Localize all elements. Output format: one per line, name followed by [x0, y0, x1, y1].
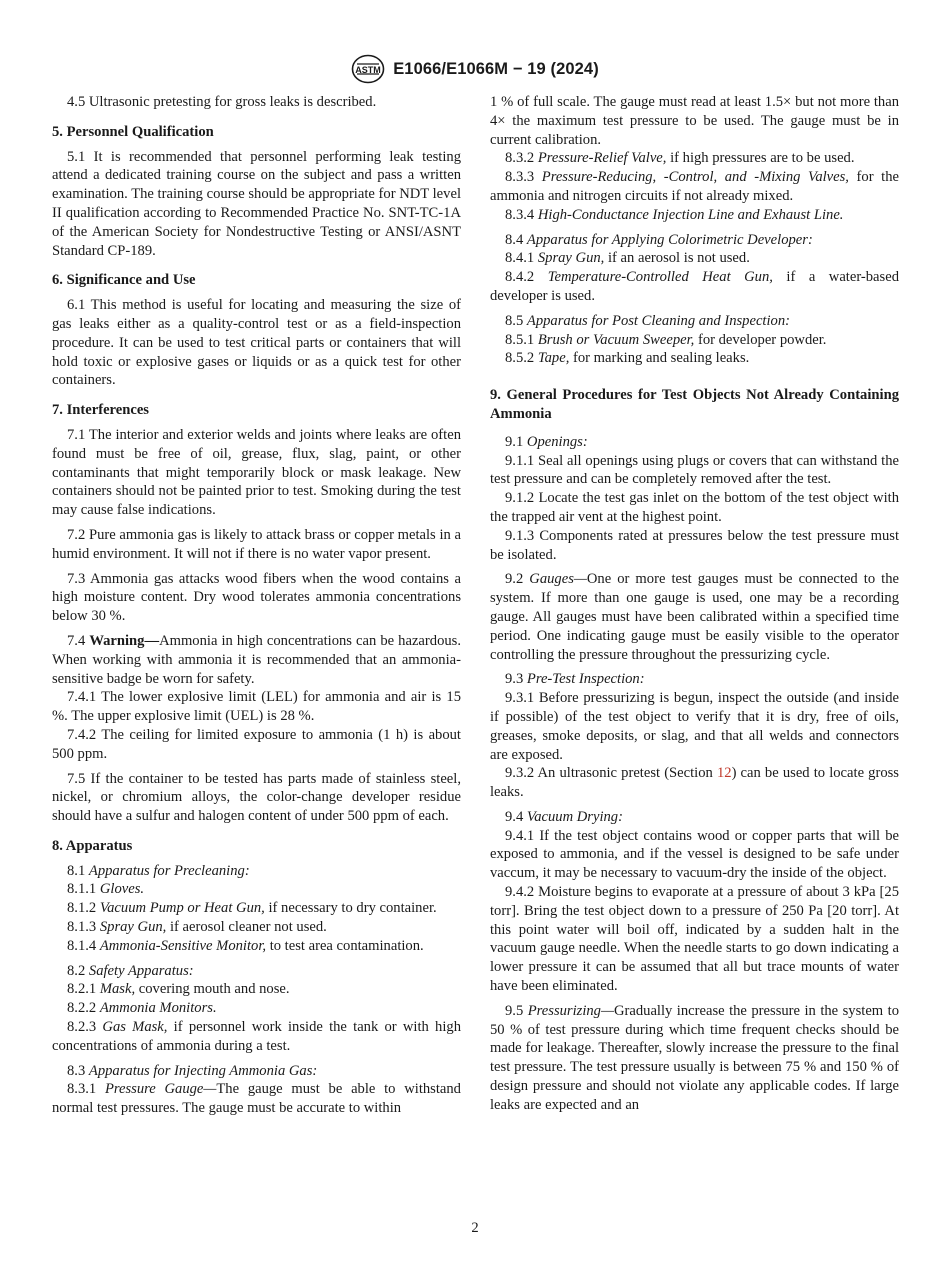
section-7-2: 7.2 Pure ammonia gas is likely to attack brass or copper metals in a humid environment. It will not if there is no water vapor present. — [52, 526, 461, 562]
section-9-3-1: 9.3.1 Before pressurizing is begun, inspect the outside (and inside if possible) of the test object to verify that it is dry, free of oils, greases, smoke deposits, or slag, and that all welds and connectors are exposed. — [490, 690, 899, 763]
section-8-4-1: 8.4.1 Spray Gun, if an aerosol is not used. — [505, 250, 750, 267]
right-column — [490, 93, 899, 1115]
section-8-4: 8.4 Apparatus for Applying Colorimetric Developer: — [505, 231, 813, 248]
section-8-1: 8.1 Apparatus for Precleaning: — [67, 862, 250, 879]
section-9-3: 9.3 Pre-Test Inspection: — [505, 671, 645, 688]
section-8-4-2: 8.4.2 Temperature-Controlled Heat Gun, if a water-based developer is used. — [490, 269, 899, 304]
section-9-4-1: 9.4.1 If the test object contains wood or copper parts that will be exposed to ammonia, and if the vessel is designed to be safe under vaccum, it may be necessary to vacuum-dry the inside of the object. — [490, 827, 899, 882]
section-7-1: 7.1 The interior and exterior welds and joints where leaks are often found must be free of oil, grease, flux, slag, paint, or other contaminants that might temporarily block or mask leakage. New containers should not be painted prior to test. Smoking during the test may cause false indications. — [52, 426, 461, 519]
section-4-5: 4.5 Ultrasonic pretesting for gross leaks is described. — [67, 94, 377, 110]
heading-section-7: 7. Interferences — [52, 402, 149, 419]
section-9-5: 9.5 Pressurizing—Gradually increase the pressure in the system to 50 % of test pressure during which time frequent checks should be made for leakage. Thereafter, slowly increase the pressure to the final test pressure. The test pressure usually is between 75 % and 150 % of design pressure and should not violate any applicable codes. If large leaks are expected and an — [490, 1002, 899, 1113]
left-column — [52, 93, 461, 1118]
section-8-3-4: 8.3.4 High-Conductance Injection Line and Exhaust Line. — [505, 206, 844, 223]
heading-section-8: 8. Apparatus — [52, 837, 133, 854]
section-9-3-2: 9.3.2 An ultrasonic pretest (Section 12) can be used to locate gross leaks. — [490, 765, 899, 801]
warning-label: Warning— — [89, 632, 160, 649]
section-8-2: 8.2 Safety Apparatus: — [67, 962, 194, 979]
section-8-3: 8.3 Apparatus for Injecting Ammonia Gas: — [67, 1062, 318, 1079]
heading-section-9: 9. General Procedures for Test Objects Not Already Containing Ammonia — [490, 387, 899, 422]
section-12-link[interactable]: 12 — [716, 765, 732, 782]
page-number: 2 — [471, 1220, 479, 1236]
section-8-5: 8.5 Apparatus for Post Cleaning and Inspection: — [505, 312, 790, 329]
section-9-4: 9.4 Vacuum Drying: — [505, 808, 623, 825]
section-6-1: 6.1 This method is useful for locating and measuring the size of gas leaks either as a quality-control test or as a field-inspection procedure. It can be used to test critical parts or containers that will hold toxic or explosive gases or liquids or as a quick test for other containers. — [52, 297, 461, 389]
section-9-4-2: 9.4.2 Moisture begins to evaporate at a pressure of about 3 kPa [25 torr]. Bring the test object down to a pressure of 250 Pa [20 torr]. At this point water will boil off, indicated by a sudden halt in the vacuum gauge needle. When the needle starts to go down indicating a lower pressure it can be assumed that all but trace mounts of water have been eliminated. — [490, 884, 899, 995]
section-9-1-2: 9.1.2 Locate the test gas inlet on the bottom of the test object with the trapped air vent at the highest point. — [490, 490, 899, 525]
section-8-1-4: 8.1.4 Ammonia-Sensitive Monitor, to test area contamination. — [67, 937, 424, 954]
heading-section-5: 5. Personnel Qualification — [52, 123, 214, 140]
section-8-1-2: 8.1.2 Vacuum Pump or Heat Gun, if necessary to dry container. — [67, 900, 437, 917]
section-7-5: 7.5 If the container to be tested has parts made of stainless steel, nickel, or chromium alloys, the color-change developer residue should have a sulfur and halogen content of under 500 ppm of each. — [52, 770, 461, 825]
section-8-3-2: 8.3.2 Pressure-Relief Valve, if high pressures are to be used. — [505, 150, 855, 167]
section-7-4-2: 7.4.2 The ceiling for limited exposure to ammonia (1 h) is about 500 ppm. — [52, 726, 461, 762]
section-8-2-2: 8.2.2 Ammonia Monitors. — [67, 1000, 217, 1017]
section-7-4-1: 7.4.1 The lower explosive limit (LEL) for ammonia and air is 15 %. The upper explosive limit (UEL) is 28 %. — [52, 689, 461, 725]
section-8-3-3: 8.3.3 Pressure-Reducing, -Control, and -Mixing Valves, for the ammonia and nitrogen circuits if not already mixed. — [490, 169, 899, 204]
heading-section-6: 6. Significance and Use — [52, 272, 196, 289]
section-8-3-1-continued: 1 % of full scale. The gauge must read at least 1.5× but not more than 4× the maximum test pressure to be used. The gauge must be in current calibration. — [490, 94, 899, 148]
section-8-2-1: 8.2.1 Mask, covering mouth and nose. — [67, 981, 290, 998]
section-8-5-2: 8.5.2 Tape, for marking and sealing leaks. — [505, 350, 750, 367]
page-header — [0, 54, 950, 84]
section-8-1-3: 8.1.3 Spray Gun, if aerosol cleaner not used. — [67, 919, 327, 936]
section-9-1-3: 9.1.3 Components rated at pressures below the test pressure must be isolated. — [490, 527, 899, 563]
section-9-2: 9.2 Gauges—One or more test gauges must be connected to the system. If more than one gauge is used, one may be a recording gauge. All gauges must have been calibrated within a specified time period. One indicating gauge must be easily visible to the operator controlling the pressure throughout the pressurizing cycle. — [490, 571, 899, 663]
section-8-1-1: 8.1.1 Gloves. — [67, 881, 145, 898]
astm-logo-icon — [351, 54, 385, 84]
section-8-3-1: 8.3.1 Pressure Gauge—The gauge must be able to withstand normal test pressures. The gauge must be accurate to within — [52, 1081, 461, 1117]
astm-logo-text: ASTM — [355, 65, 381, 75]
standard-designation: E1066/E1066M − 19 (2024) — [393, 59, 599, 78]
section-8-2-3: 8.2.3 Gas Mask, if personnel work inside the tank or with high concentrations of ammonia during a test. — [52, 1019, 461, 1054]
section-9-1: 9.1 Openings: — [505, 433, 588, 450]
section-9-1-1: 9.1.1 Seal all openings using plugs or covers that can withstand the test pressure and can be completely removed after the test. — [490, 452, 899, 488]
section-7-4: 7.4 Warning—Ammonia in high concentrations can be hazardous. When working with ammonia it is recommended that an ammonia-sensitive badge be worn for safety. — [52, 632, 461, 687]
section-8-5-1: 8.5.1 Brush or Vacuum Sweeper, for developer powder. — [505, 331, 827, 348]
section-7-3: 7.3 Ammonia gas attacks wood fibers when the wood contains a high moisture content. Dry wood tolerates ammonia concentrations below 30 %. — [52, 570, 461, 625]
section-5-1: 5.1 It is recommended that personnel performing leak testing attend a dedicated training course on the subject and pass a written examination. The training course should be appropriate for NDT level II qualification according to Recommended Practice No. SNT-TC-1A of the American Society for Nondestructive Testing or ANSI/ASNT Standard CP-189. — [52, 148, 461, 259]
